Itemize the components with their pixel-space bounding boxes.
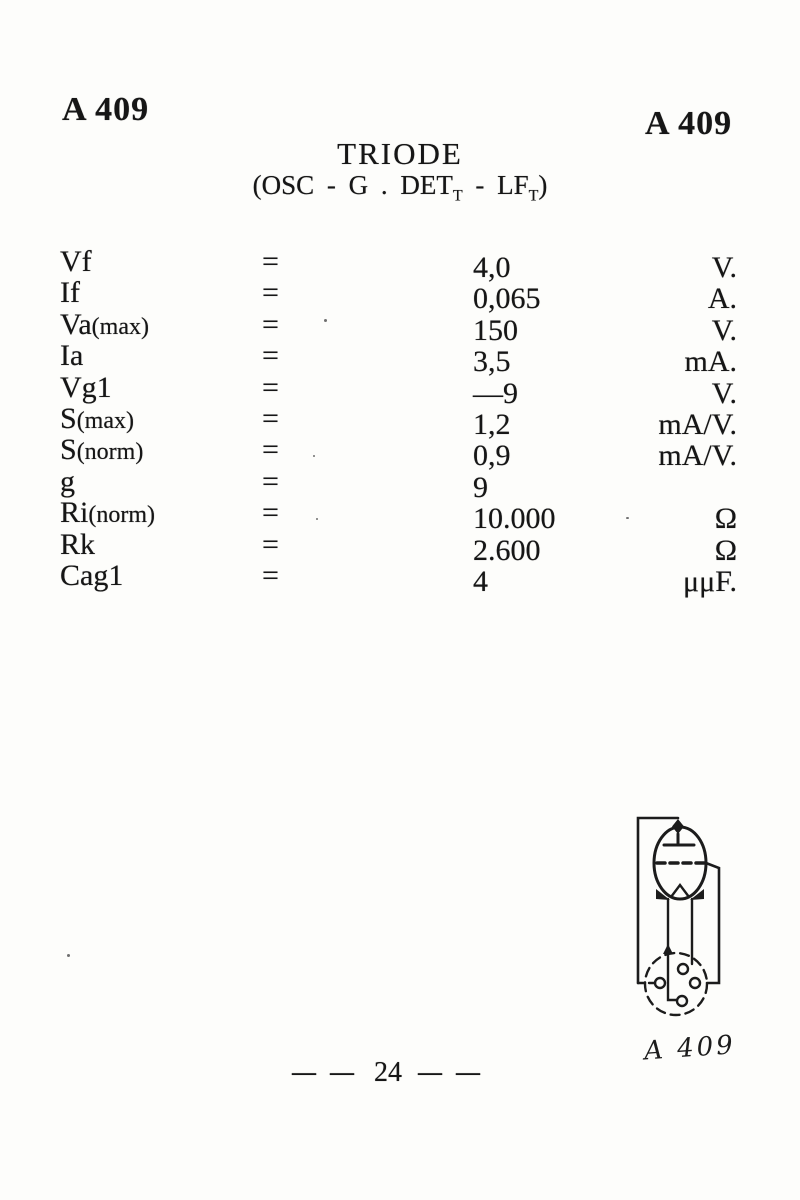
equals-sign: = bbox=[262, 433, 279, 467]
param-unit: Ω bbox=[714, 533, 737, 567]
param-value: 4 bbox=[473, 564, 488, 598]
param-value: 150 bbox=[473, 313, 518, 347]
base-pin-right bbox=[690, 978, 700, 988]
filament bbox=[671, 885, 689, 897]
table-row bbox=[0, 245, 800, 284]
page-number: 24 bbox=[374, 1057, 402, 1088]
equals-sign: = bbox=[262, 307, 279, 341]
base-pin-bottom bbox=[677, 996, 687, 1006]
table-row bbox=[0, 276, 800, 316]
subtitle-subscript: T bbox=[528, 187, 539, 205]
param-qualifier: (max) bbox=[91, 313, 149, 340]
param-unit: mA/V. bbox=[658, 439, 737, 473]
table-row bbox=[0, 496, 800, 536]
equals-sign: = bbox=[262, 527, 279, 561]
grid-lead-wire bbox=[706, 863, 719, 983]
tube-caption: A 409 bbox=[643, 1030, 737, 1067]
param-qualifier: (norm) bbox=[88, 502, 156, 529]
param-label bbox=[60, 403, 134, 437]
footer-dash-right: — — bbox=[418, 1059, 484, 1086]
scan-speck bbox=[313, 455, 315, 457]
equals-sign: = bbox=[262, 276, 279, 310]
param-value: 10.000 bbox=[473, 502, 556, 536]
param-value: 4,0 bbox=[473, 251, 511, 284]
param-label bbox=[60, 434, 143, 468]
param-symbol: S bbox=[60, 401, 77, 435]
scan-speck bbox=[626, 517, 629, 519]
subtitle-text: - LF bbox=[462, 170, 529, 200]
param-unit: mA. bbox=[684, 345, 737, 379]
param-unit: A. bbox=[707, 282, 737, 316]
param-value: 2.600 bbox=[473, 533, 541, 567]
param-symbol: If bbox=[60, 276, 80, 310]
param-symbol: Ri bbox=[60, 496, 89, 530]
equals-sign: = bbox=[262, 245, 279, 278]
param-unit: Ω bbox=[714, 502, 737, 536]
base-pin-left bbox=[655, 978, 665, 988]
table-row bbox=[0, 401, 800, 441]
scan-speck bbox=[324, 319, 327, 322]
table-row bbox=[0, 558, 800, 598]
param-unit: V. bbox=[711, 251, 737, 284]
table-row bbox=[0, 307, 800, 347]
subtitle-text: (OSC - G . DET bbox=[252, 170, 453, 200]
equals-sign: = bbox=[262, 558, 279, 592]
subtitle-subscript: T bbox=[452, 187, 463, 205]
param-unit: V. bbox=[711, 313, 737, 347]
param-symbol: S bbox=[60, 433, 77, 467]
page-subtitle bbox=[0, 170, 800, 205]
param-qualifier: (norm) bbox=[76, 439, 144, 466]
tube-diagram bbox=[610, 795, 750, 1075]
param-label bbox=[60, 277, 80, 311]
table-row bbox=[0, 339, 800, 379]
table-row bbox=[0, 433, 800, 473]
param-unit: μμF. bbox=[683, 564, 737, 598]
table-row bbox=[0, 370, 800, 410]
param-unit: V. bbox=[711, 376, 737, 410]
spec-table bbox=[0, 245, 800, 598]
anode-plate bbox=[664, 834, 694, 845]
param-label bbox=[60, 529, 95, 563]
param-symbol: Rk bbox=[60, 527, 96, 561]
param-symbol: Va bbox=[60, 307, 92, 341]
param-label bbox=[60, 309, 149, 343]
param-label bbox=[60, 497, 155, 531]
param-label bbox=[60, 246, 92, 280]
param-label bbox=[60, 466, 75, 500]
param-symbol: Vg1 bbox=[60, 370, 112, 404]
param-symbol: Vf bbox=[60, 245, 92, 278]
scan-speck bbox=[316, 518, 318, 520]
param-label bbox=[60, 372, 112, 406]
equals-sign: = bbox=[262, 370, 279, 404]
equals-sign: = bbox=[262, 464, 279, 498]
param-symbol: g bbox=[60, 464, 75, 498]
param-qualifier: (max) bbox=[76, 407, 134, 434]
param-value: 3,5 bbox=[473, 345, 511, 379]
base-pin-top bbox=[678, 964, 688, 974]
tube-type-header-left: A 409 bbox=[62, 91, 150, 128]
param-unit: mA/V. bbox=[658, 407, 737, 441]
tube-type-header-right: A 409 bbox=[645, 105, 733, 142]
param-label bbox=[60, 560, 123, 594]
footer-dash-left: — — bbox=[292, 1059, 358, 1086]
param-value: 0,9 bbox=[473, 439, 511, 473]
param-value: 1,2 bbox=[473, 407, 511, 441]
param-value: 0,065 bbox=[473, 282, 541, 316]
param-symbol: Ia bbox=[60, 339, 84, 373]
param-value: —9 bbox=[473, 376, 518, 410]
table-row bbox=[0, 464, 800, 504]
subtitle-text: ) bbox=[538, 170, 548, 200]
table-row bbox=[0, 527, 800, 567]
equals-sign: = bbox=[262, 496, 279, 530]
scan-speck bbox=[67, 954, 70, 957]
page-footer bbox=[0, 1057, 788, 1089]
equals-sign: = bbox=[262, 401, 279, 435]
param-value: 9 bbox=[473, 470, 488, 504]
equals-sign: = bbox=[262, 339, 279, 373]
param-label bbox=[60, 340, 83, 374]
param-symbol: Cag1 bbox=[60, 558, 124, 592]
page-title: TRIODE bbox=[337, 136, 463, 171]
